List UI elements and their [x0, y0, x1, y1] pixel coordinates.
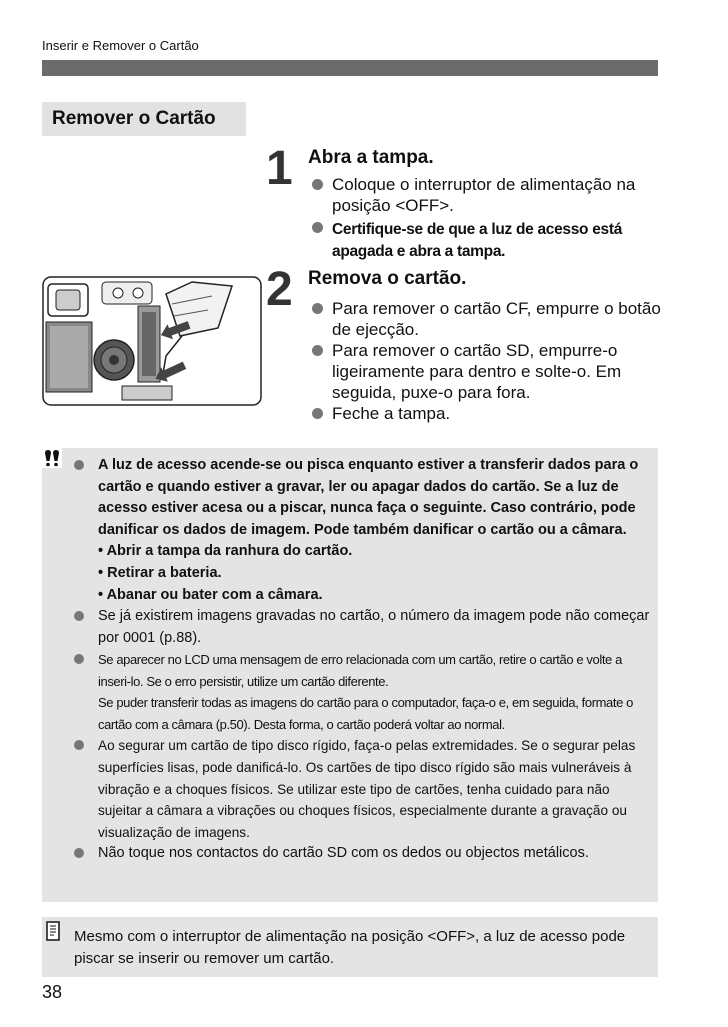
- caution-list: [70, 455, 650, 865]
- bullet-dot-icon: [312, 345, 323, 356]
- caution-item-3: Se aparecer no LCD uma mensagem de erro relacionada com um cartão, retire o cartão e volte a inseri-lo. Se o erro persistir, utilize um cartão diferente. Se puder transferir todas as imagens do cartão para o computador, faça-o e, em seguida, formate o cartão com a câmara (p.50). Desta forma, o cartão poderá voltar ao normal.: [70, 649, 650, 735]
- camera-card-slot-illustration: [42, 276, 262, 406]
- bullet-dot-icon: [74, 611, 84, 621]
- page-header-title: Inserir e Remover o Cartão: [42, 38, 199, 53]
- page-number: 38: [42, 982, 63, 1002]
- bullet-dot-icon: [74, 848, 84, 858]
- step-1-title: Abra a tampa.: [308, 147, 434, 168]
- caution-item-1: A luz de acesso acende-se ou pisca enquanto estiver a transferir dados para o cartão e quando estiver a gravar, ler ou apagar dados do cartão. Se a luz de acesso estiver acesa ou a piscar, nunca faça o seguinte. Caso contrário, pode danificar os dados de imagem. Pode também danificar o cartão ou a câmara. • Abrir a tampa da ranhura do cartão. • Retirar a bateria. • Abanar ou bater com a câmara.: [70, 455, 650, 606]
- bullet-dot-icon: [312, 179, 323, 190]
- bullet-dot-icon: [312, 303, 323, 314]
- list-item: Para remover o cartão CF, empurre o botão de ejecção.: [308, 298, 663, 340]
- step-1-bullets: [308, 174, 660, 262]
- list-item: Certifique-se de que a luz de acesso está apagada e abra a tampa.: [308, 218, 660, 262]
- step-1-number: 1: [266, 142, 293, 195]
- bullet-dot-icon: [312, 222, 323, 233]
- bullet-dot-icon: [312, 408, 323, 419]
- step-2-number: 2: [266, 263, 293, 316]
- note-text: Mesmo com o interruptor de alimentação na posição <OFF>, a luz de acesso pode piscar se inserir ou remover um cartão.: [74, 928, 626, 967]
- list-item: Para remover o cartão SD, empurre-o ligeiramente para dentro e solte-o. Em seguida, puxe-o para fora.: [308, 340, 663, 403]
- list-item: Feche a tampa.: [308, 403, 663, 424]
- header-bar: [42, 60, 658, 76]
- bullet-dot-icon: [74, 740, 84, 750]
- caution-item-5: Não toque nos contactos do cartão SD com os dedos ou objectos metálicos.: [70, 843, 650, 865]
- caution-item-2: Se já existirem imagens gravadas no cartão, o número da imagem pode não começar por 0001 (p.88).: [70, 606, 650, 649]
- bullet-dot-icon: [74, 654, 84, 664]
- section-title: Remover o Cartão: [42, 102, 246, 136]
- bullet-dot-icon: [74, 460, 84, 470]
- step-2-title: Remova o cartão.: [308, 268, 467, 289]
- step-2-bullets: [308, 298, 663, 424]
- caution-icon: [42, 448, 62, 468]
- list-item: Coloque o interruptor de alimentação na posição <OFF>.: [308, 174, 660, 216]
- caution-item-4: Ao segurar um cartão de tipo disco rígido, faça-o pelas extremidades. Se o segurar pelas superfícies lisas, pode danificá-lo. Os cartões de tipo disco rígido são mais vulneráveis à vibração e a choques físicos. Se utilizar este tipo de cartões, tenha cuidado para não sujeitar a câmara a vibrações ou choques físicos, especialmente durante a gravação ou visualização de imagens.: [70, 735, 650, 843]
- note-icon: [46, 921, 60, 941]
